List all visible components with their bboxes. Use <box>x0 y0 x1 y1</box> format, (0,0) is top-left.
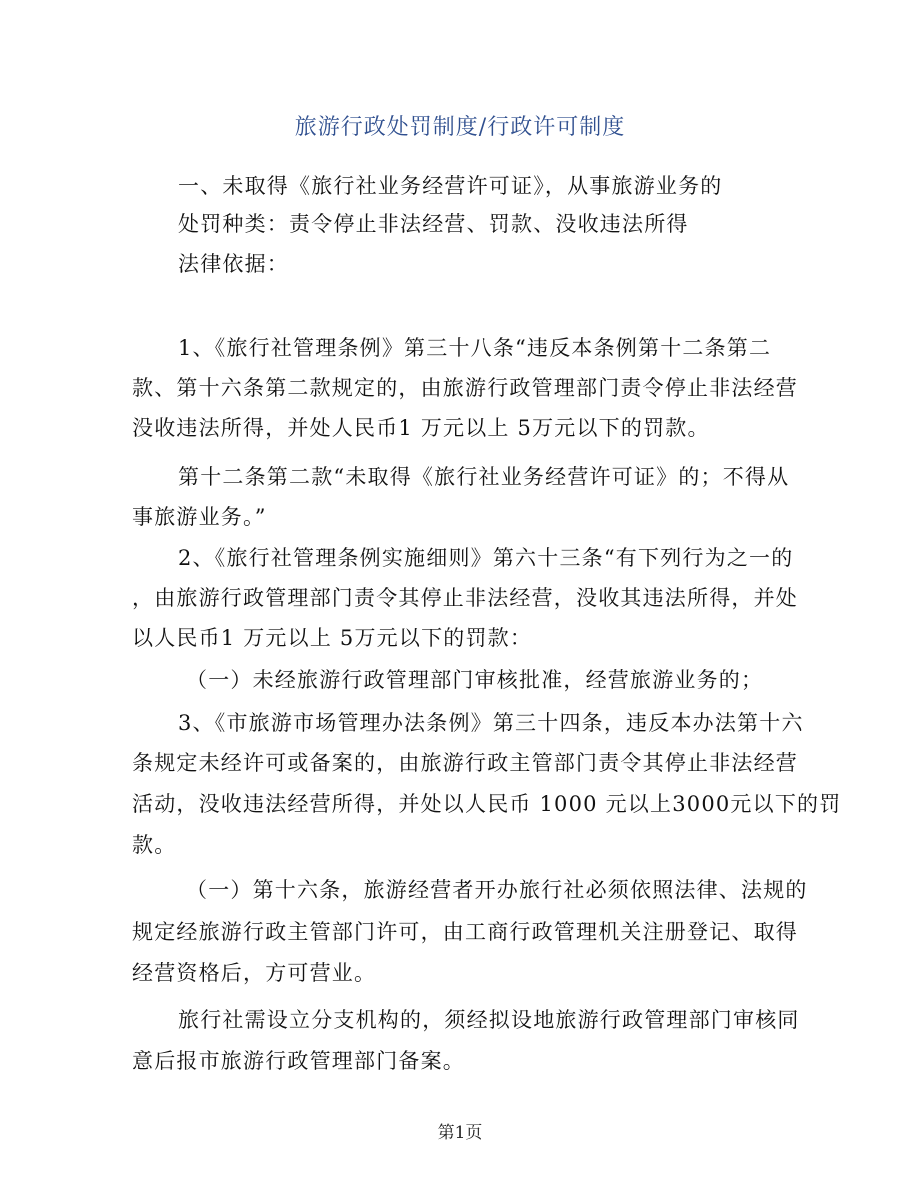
text-line: 2、《旅行社管理条例实施细则》第六十三条“有下列行为之一的 <box>178 546 794 570</box>
text-line: 事旅游业务。” <box>132 505 267 529</box>
text-line: 款。 <box>132 833 177 857</box>
text-line: 以人民币1 万元以上 5万元以下的罚款： <box>132 626 533 650</box>
text-line: ，由旅游行政管理部门责令其停止非法经营，没收其违法所得，并处 <box>132 586 798 610</box>
text-line: 一、未取得《旅行社业务经营许可证》，从事旅游业务的 <box>178 174 723 198</box>
text-line: 法律依据： <box>178 252 289 276</box>
text-line: 没收违法所得，并处人民币1 万元以上 5万元以下的罚款。 <box>132 416 710 440</box>
text-line: 处罚种类：责令停止非法经营、罚款、没收违法所得 <box>178 212 689 236</box>
document-title: 旅游行政处罚制度/行政许可制度 <box>294 115 626 140</box>
text-line: 第十二条第二款“未取得《旅行社业务经营许可证》的；不得从 <box>178 465 790 489</box>
text-line: 意后报市旅游行政管理部门备案。 <box>132 1049 465 1073</box>
text-line: 条规定未经许可或备案的，由旅游行政主管部门责令其停止非法经营 <box>132 751 798 775</box>
page-number: 第1页 <box>437 1123 483 1143</box>
text-line: （一）未经旅游行政管理部门审核批准，经营旅游业务的； <box>186 668 764 692</box>
text-line: 1、《旅行社管理条例》第三十八条“违反本条例第十二条第二 <box>178 336 772 360</box>
text-line: 款、第十六条第二款规定的，由旅游行政管理部门责令停止非法经营 <box>132 376 798 400</box>
text-line: 经营资格后，方可营业。 <box>132 961 377 985</box>
text-line: 旅行社需设立分支机构的，须经拟设地旅游行政管理部门审核同 <box>178 1008 800 1032</box>
text-line: （一）第十六条，旅游经营者开办旅行社必须依照法律、法规的 <box>186 878 808 902</box>
text-line: 规定经旅游行政主管部门许可，由工商行政管理机关注册登记、取得 <box>132 920 798 944</box>
text-line: 3、《市旅游市场管理办法条例》第三十四条，违反本办法第十六 <box>178 711 804 735</box>
text-line: 活动，没收违法经营所得，并处以人民币 1000 元以上3000元以下的罚 <box>132 792 842 816</box>
